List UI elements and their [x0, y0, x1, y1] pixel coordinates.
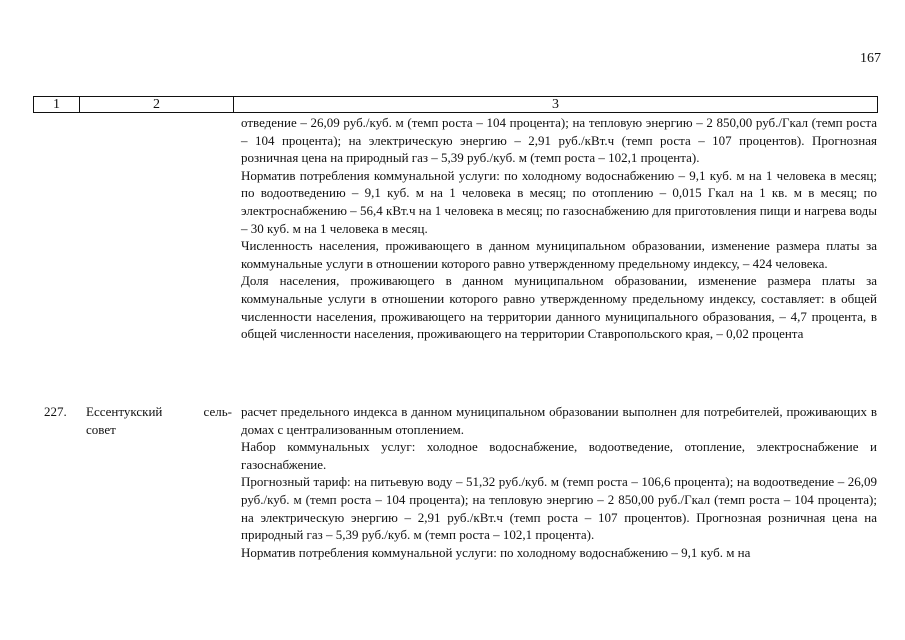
paragraph-tariff-continuation: отведение – 26,09 руб./куб. м (темп роста – 104 процента); на тепловую энергию – 2 850,00 руб./Гкал (темп роста – 104 процента); на электрическую энергию – 2,91 руб./кВт.ч (темп роста – 107 процентов). Прогнозная розничная цена на природный газ – 5,39 руб./куб. м (темп роста – 102,1 процента).: [241, 115, 877, 166]
column-header-1: 1: [34, 97, 80, 112]
entry-name-part-1: Ессентукский: [86, 404, 163, 419]
paragraph-population-share: Доля населения, проживающего в данном муниципальном образовании, изменение размера платы за коммунальные услуги в отношении которого равно утвержденному предельному индексу, составляет: в общей численности населения, проживающего на территории данного муниципального образования, – 4,7 процента, в общей численности населения, проживающего на территории Ставропольского края, – 0,02 процента: [241, 273, 877, 342]
paragraph-services-set: Набор коммунальных услуг: холодное водоснабжение, водоотведение, отопление, электроснабжение и газоснабжение.: [241, 439, 877, 472]
paragraph-consumption-norm: Норматив потребления коммунальной услуги: по холодному водоснабжению – 9,1 куб. м на 1 человека в месяц; по водоотведению – 9,1 куб. м на 1 человека в месяц; по отоплению – 0,015 Гкал на 1 кв. м в месяц; по электроснабжению – 56,4 кВт.ч на 1 человека в месяц; по газоснабжению для приготовления пищи и нагрева воды – 30 куб. м на 1 человека в месяц.: [241, 167, 877, 236]
paragraph-population-count: Численность населения, проживающего в данном муниципальном образовании, изменение размера платы за коммунальные услуги в отношении которого равно утвержденному предельному индексу, – 424 человека.: [241, 238, 877, 271]
paragraph-forecast-tariff: Прогнозный тариф: на питьевую воду – 51,32 руб./куб. м (темп роста – 106,6 процента); на водоотведение – 26,09 руб./куб. м (темп роста – 104 процента); на тепловую энергию – 2 850,00 руб./Гкал (темп роста – 104 процента); на электрическую энергию – 2,91 руб./кВт.ч (темп роста – 107 процентов). Прогнозная розничная цена на природный газ – 5,39 руб./куб. м (темп роста – 102,1 процента).: [241, 474, 877, 543]
paragraph-consumption-norm-start: Норматив потребления коммунальной услуги: по холодному водоснабжению – 9,1 куб. м на: [241, 544, 751, 560]
entry-text: [241, 403, 877, 561]
continued-entry-text: [241, 114, 877, 343]
column-header-3: 3: [552, 97, 559, 112]
column-header-2: 2: [80, 97, 234, 112]
entry-name-part-3: совет: [86, 421, 116, 437]
entry-number: 227.: [44, 404, 67, 419]
page-number: 167: [860, 51, 881, 66]
entry-municipality-name: [86, 403, 232, 438]
column-header-row: [33, 96, 878, 113]
entry-name-part-2: сель-: [203, 404, 232, 419]
paragraph-calculation-basis: расчет предельного индекса в данном муниципальном образовании выполнен для потребителей, проживающих в домах с централизованным отоплением.: [241, 404, 877, 437]
